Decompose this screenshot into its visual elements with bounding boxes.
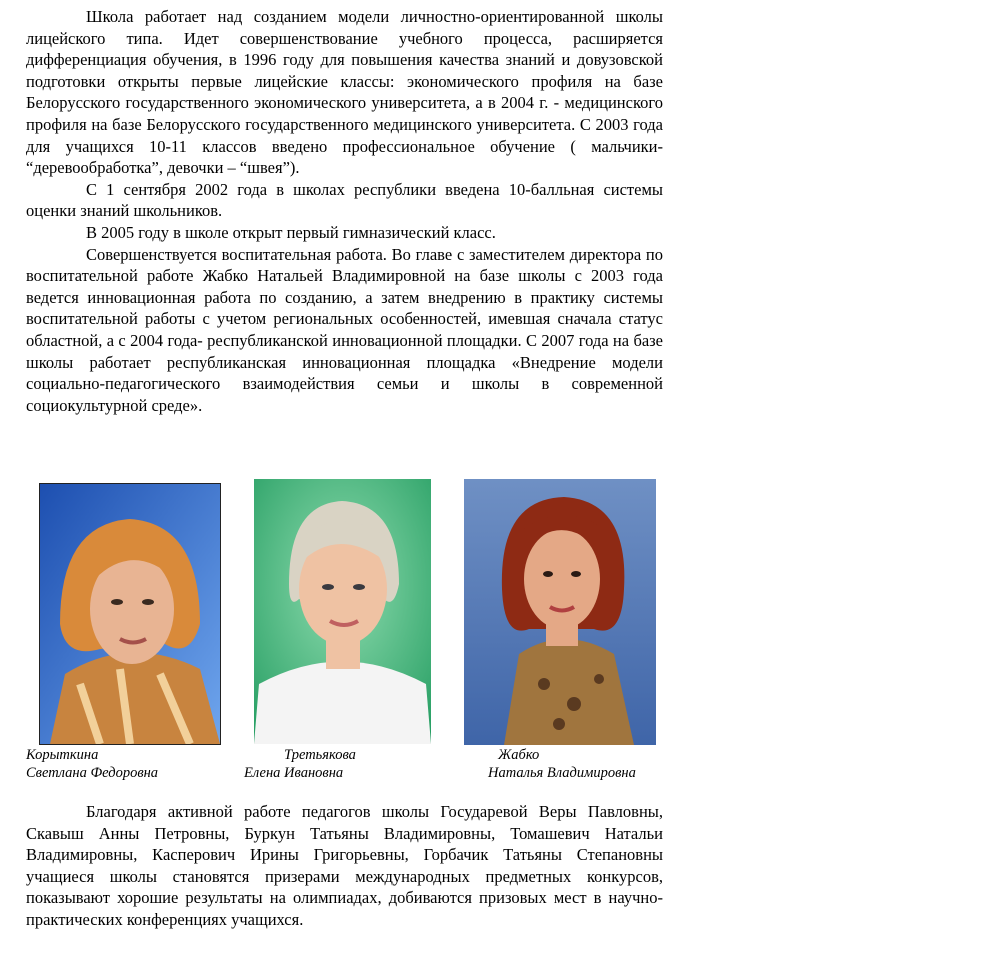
portrait-photo-zhabko	[464, 479, 656, 745]
paragraph-lyceum: Школа работает над созданием модели личностно-ориентированной школы лицейского типа. Идет совершенствование учебного процесса, расширяется дифференциация обучения, в 1996 году для повышения качества знаний и довузовской подготовки открыты первые лицейские классы: экономического профиля на базе Белорусского государственного экономического университета, а в 2004 г. - медицинского профиля на базе Белорусского государственного медицинского университета. С 2003 года для учащихся 10-11 классов введено профессиональное обучение ( мальчики- “деревообработка”, девочки – “швея”).	[26, 7, 663, 178]
text-block-bottom	[26, 801, 663, 931]
paragraph-gymnasium-class: В 2005 году в школе открыт первый гимназический класс.	[86, 222, 496, 242]
caption-surname: Жабко	[498, 747, 540, 763]
caption-given-names: Елена Ивановна	[244, 765, 344, 781]
photo-caption-zhabko	[488, 746, 636, 782]
paragraph-teachers-achievements: Благодаря активной работе педагогов школы Государевой Веры Павловны, Скавыш Анны Петровны, Буркун Татьяны Владимировны, Томашевич Натальи Владимировны, Касперович Ирины Григорьевны, Горбачик Татьяны Степановны учащиеся школы становятся призерами международных предметных конкурсов, показывают хорошие результаты на олимпиадах, добиваются призовых мест в научно-практических конференциях учащихся.	[26, 802, 663, 929]
text-block-top	[26, 6, 663, 416]
portrait-photo-korytkina	[39, 483, 221, 745]
caption-given-names: Светлана Федоровна	[26, 765, 159, 781]
paragraph-education-work: Совершенствуется воспитательная работа. Во главе с заместителем директора по воспитательной работе Жабко Натальей Владимировной на базе школы с 2003 года ведется инновационная работа по созданию, а затем внедрению в практику системы воспитательной работы с учетом региональных особенностей, имевшая сначала статус областной, а с 2004 года- республиканской инновационной площадки. С 2007 года на базе школы работает республиканская инновационная площадка «Внедрение модели социально-педагогического взаимодействия семьи и школы в современной социокультурной среде».	[26, 244, 663, 415]
photo-caption-tretyakova	[244, 746, 356, 782]
caption-given-names: Наталья Владимировна	[488, 765, 636, 781]
paragraph-grading-system: С 1 сентября 2002 года в школах республики введена 10-балльная системы оценки знаний школьников.	[26, 179, 663, 221]
portrait-photo-tretyakova	[254, 479, 431, 744]
caption-surname: Третьякова	[284, 747, 356, 763]
caption-surname: Корыткина	[26, 747, 99, 763]
photo-caption-korytkina	[26, 746, 158, 782]
